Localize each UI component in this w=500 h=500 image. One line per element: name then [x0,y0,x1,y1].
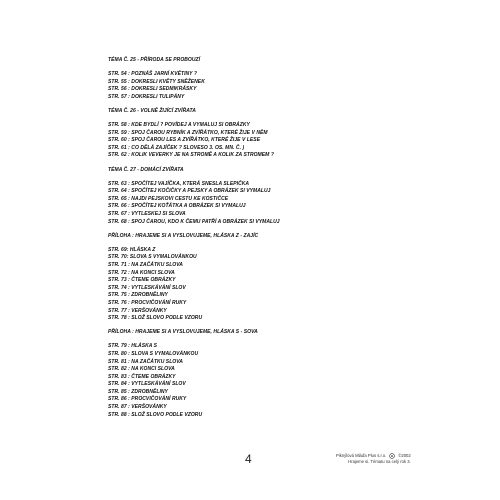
list-item: STR. 82 : NA KONCI SLOVA [108,366,175,373]
list-item: STR. 55 : DOKRESLI KVĚTY SNĚŽENEK [108,78,205,85]
list-item: STR. 84 : VYTLESKÁVÁNÍ SLOV [108,381,186,388]
list-item: STR. 72 : NA KONCI SLOVA [108,269,175,276]
section-topic-25 [108,57,280,101]
section-topic-26 [108,108,280,160]
section-appendix-z [108,233,280,323]
table-of-contents [108,57,280,426]
list-item: STR. 71 : NA ZAČÁTKU SLOVA [108,261,183,268]
section-appendix-s [108,329,280,419]
list-item: STR. 74 : VYTLESKÁVÁNÍ SLOV [108,284,186,291]
list-item: STR. 70: SLOVA S VYMALOVÁNKOU [108,254,197,261]
list-item: STR. 68 : SPOJ ČAROU, KDO K ČEMU PATŘÍ A OBRÁZEK SI VYMALUJ [108,218,280,225]
list-item: STR. 59 : SPOJ ČAROU RYBNÍK A ZVÍŘÁTKO, KTERÉ ŽIJE V NĚM [108,129,268,136]
list-item: STR. 56 : DOKRESLI SEDMIKRÁSKY [108,86,197,93]
section-title: TÉMA Č. 25 - PŘÍRODA SE PROBOUZÍ [108,57,201,63]
section-title: TÉMA Č. 26 - VOLNĚ ŽIJÍCÍ ZVÍŘATA [108,107,196,114]
list-item: STR. 78 : SLOŽ SLOVO PODLE VZORU [108,315,203,322]
list-item: STR. 67 : VYTLESKEJ SI SLOVA [108,211,186,217]
list-item: STR. 76 : PROCVIČOVÁNÍ RUKY [108,299,187,306]
list-item: STR. 69: HLÁSKA Z [108,246,156,253]
list-item: STR. 85 : ZDROBNĚLINY [108,388,168,395]
copyright-text: ©2002 [398,453,411,458]
publisher-name: Piknýlová Mláďa Plus s.r.o. [336,453,387,458]
list-item: STR. 57 : DOKRESLI TULIPÁNY [108,93,185,100]
list-item: STR. 62 : KOLIK VEVERKY JE NA STROMĚ A KOLIK ZA STROMEM ? [108,152,274,159]
list-item: STR. 77 : VERŠOVÁNKY [108,307,167,314]
list-item: STR. 61 : CO DĚLÁ ZAJÍČEK ? SLOVESO 3. OS. MN. Č. ) [108,144,245,151]
list-item: STR. 83 : ČTEME OBRÁZKY [108,373,176,380]
list-item: STR. 54 : POZNÁŠ JARNÍ KVĚTINY ? [108,71,198,78]
list-item: STR. 79 : HLÁSKA S [108,343,158,350]
list-item: STR. 65 : NAJDI PEJSKOVI CESTU KE KOSTIČCE [108,195,229,202]
section-topic-27 [108,167,280,227]
page-number: 4 [245,452,252,466]
list-item: STR. 60 : SPOJ ČAROU LES A ZVÍŘÁTKO, KTERÉ ŽIJE V LESE [108,137,261,144]
list-item: STR. 86 : PROCVIČOVÁNÍ RUKY [108,396,187,403]
section-title: PŘÍLOHA : HRAJEME SI A VYSLOVUJEME, HLÁSKA S - SOVA [108,329,258,336]
list-item: STR. 73 : ČTEME OBRÁZKY [108,277,176,284]
list-item: STR. 58 : KDE BYDLÍ ? POVÍDEJ A VYMALUJ SI OBRÁZKY [108,122,250,129]
section-title: TÉMA Č. 27 - DOMÁCÍ ZVÍŘATA [108,166,184,173]
list-item: STR. 80 : SLOVA S VYMALOVÁNKOU [108,350,199,357]
section-title: PŘÍLOHA : HRAJEME SI A VYSLOVUJEME, HLÁSKA Z - ZAJÍC [108,232,259,239]
list-item: STR. 64 : SPOČÍTEJ KOČIČKY A PEJSKY A OBRÁZEK SI VYMALUJ [108,188,271,195]
page-footer [336,453,411,465]
list-item: STR. 63 : SPOČÍTEJ VAJÍČKA, KTERÁ SNESLA SLEPIČKA [108,180,250,187]
list-item: STR. 87 : VERŠOVÁNKY [108,404,167,411]
list-item: STR. 66 : SPOČÍTEJ KOŤÁTKA A OBRÁZEK SI VYMALUJ [108,203,246,210]
list-item: STR. 81 : NA ZAČÁTKU SLOVA [108,358,183,365]
list-item: STR. 75 : ZDROBNĚLINY [108,292,168,299]
footer-subtitle: Hrajeme si. Tématu na celý rok 3. [348,459,411,464]
list-item: STR. 88 : SLOŽ SLOVO PODLE VZORU [108,411,203,418]
